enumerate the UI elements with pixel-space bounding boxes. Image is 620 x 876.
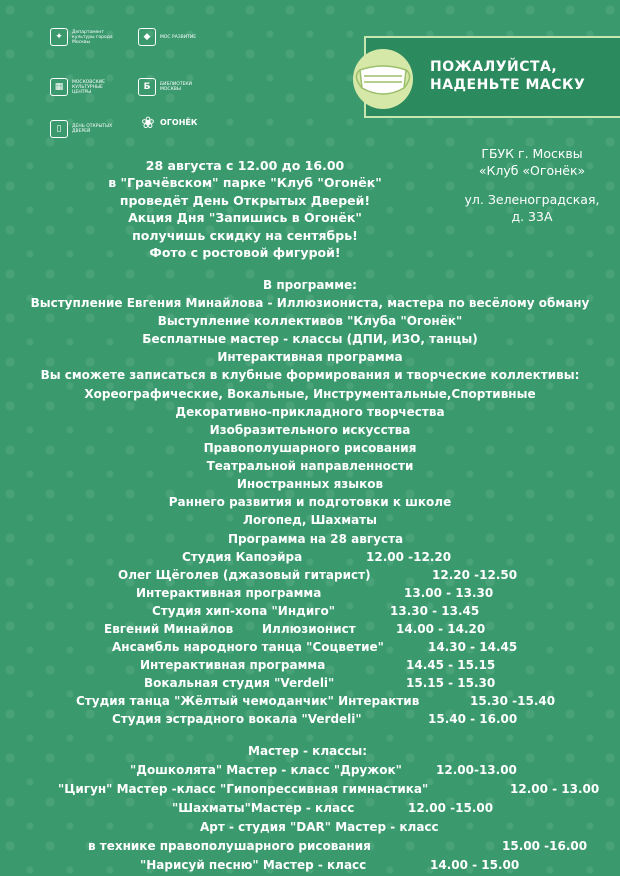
schedule-title-row: [0, 530, 620, 548]
schedule-row: [0, 692, 620, 710]
masterclass-time: 12.00 - 13.00: [510, 782, 600, 796]
schedule-name: Студия Капоэйра: [182, 550, 303, 564]
masterclass-text: "Цигун" Мастер -класс "Гипопрессивная гимнастика": [58, 782, 429, 796]
mask-banner-line1: ПОЖАЛУЙСТА,: [430, 59, 558, 75]
program-item: Раннего развития и подготовки к школе: [168, 495, 452, 510]
logo-libraries: [138, 78, 204, 96]
moscow-coat-of-arms-icon: ✦: [50, 28, 68, 46]
schedule-name: Студия танца "Жёлтый чемоданчик" Интерактив: [76, 694, 420, 708]
masterclass-time: 15.00 -16.00: [502, 839, 588, 853]
organization: [452, 145, 612, 179]
schedule-row: [0, 566, 620, 584]
schedule-time: 15.40 - 16.00: [428, 712, 518, 726]
schedule-row: [0, 710, 620, 728]
schedule-time: 12.00 -12.20: [366, 550, 452, 564]
program-item: Логопед, Шахматы: [243, 513, 377, 528]
event-announcement: [90, 157, 400, 261]
schedule-row: [0, 638, 620, 656]
schedule-name: Студия хип-хопа "Индиго": [152, 604, 335, 618]
program-item: Интерактивная программа: [217, 350, 403, 365]
masterclass-title-row: [0, 742, 620, 761]
program-item: Декоративно-прикладного творчества: [175, 404, 445, 419]
schedule-name: Интерактивная программа: [136, 586, 322, 600]
program-item: Правополушарного рисования: [203, 440, 417, 455]
schedule-row: [0, 656, 620, 674]
masterclass-row: [0, 856, 620, 875]
masterclass-row: [0, 761, 620, 780]
schedule-time: 15.30 -15.40: [470, 694, 556, 708]
logo-label: ДЕНЬ ОТКРЫТЫХ ДВЕРЕЙ: [72, 124, 113, 134]
address-line2: д. 33А: [511, 209, 553, 224]
logo-ogonek: [140, 114, 204, 130]
event-line: проведёт День Открытых Дверей!: [119, 192, 371, 208]
masterclass-text: в технике правополушарного рисования: [88, 839, 371, 853]
program-item: Вы сможете записаться в клубные формирования и творческие коллективы:: [40, 368, 580, 383]
mask-banner-text: [430, 58, 585, 94]
org-line2: «Клуб «Огонёк»: [478, 163, 586, 178]
schedule-name: Олег Щёголев (джазовый гитарист): [118, 568, 371, 582]
address: [452, 191, 612, 225]
schedule-time: 13.00 - 13.30: [404, 586, 494, 600]
masterclass-row: [0, 799, 620, 818]
logo-open-doors: [50, 120, 116, 138]
event-line: Акция Дня "Запишись в Огонёк": [128, 210, 362, 226]
event-line: в "Грачёвском" парке "Клуб "Огонёк": [108, 175, 382, 191]
libraries-icon: Б: [138, 78, 156, 96]
program-item: Выступление Евгения Минайлова - Иллюзиониста, мастера по весёлому обману: [30, 296, 590, 311]
masterclass-text: Арт - студия "DAR" Мастер - класс: [200, 820, 439, 834]
ogonek-flame-icon: ❀: [141, 112, 155, 132]
schedule-extra: Иллюзионист: [262, 622, 356, 636]
program-item: Театральной направленности: [206, 458, 414, 473]
schedule-row: [0, 584, 620, 602]
schedule-time: 14.45 - 15.15: [406, 658, 496, 672]
schedule: [0, 530, 620, 728]
mask-banner-line2: НАДЕНЬТЕ МАСКУ: [430, 77, 586, 93]
logo-mkc: [50, 78, 116, 96]
schedule-row: [0, 548, 620, 566]
logo-label: МОСКОВСКИЕ КУЛЬТУРНЫЕ ЦЕНТРЫ: [72, 79, 105, 95]
org-line1: ГБУК г. Москвы: [481, 146, 583, 161]
schedule-time: 12.20 -12.50: [432, 568, 518, 582]
schedule-name: Евгений Минайлов: [104, 622, 234, 636]
schedule-name: Ансамбль народного танца "Соцветие": [112, 640, 384, 654]
schedule-name: Вокальная студия "Verdeli": [144, 676, 335, 690]
mos-razvitie-icon: ◆: [138, 28, 156, 46]
logo-label: Департамент культуры города Москвы: [72, 29, 113, 45]
masterclass-time: 14.00 - 15.00: [430, 858, 520, 872]
program-list: [0, 276, 620, 529]
logo-label: МОС РАЗВИТИЕ: [160, 34, 197, 40]
logo-culture-department: [50, 28, 116, 46]
event-line: 28 августа с 12.00 до 16.00: [145, 158, 345, 173]
schedule-time: 15.15 - 15.30: [406, 676, 496, 690]
program-item: Изобразительного искусства: [209, 422, 411, 437]
event-line: Фото с ростовой фигурой!: [149, 245, 341, 261]
schedule-time: 14.30 - 14.45: [428, 640, 518, 654]
program-heading: В программе:: [263, 278, 357, 292]
schedule-row: [0, 674, 620, 692]
masterclass-row: [0, 780, 620, 799]
masterclass-row: [0, 837, 620, 856]
schedule-time: 14.00 - 14.20: [396, 622, 486, 636]
logo-label: БИБЛИОТЕКИ МОСКВЫ: [160, 82, 192, 92]
schedule-name: Студия эстрадного вокала "Verdeli": [112, 712, 362, 726]
masterclass-text: "Дошколята" Мастер - класс "Дружок": [130, 763, 402, 777]
schedule-row: [0, 602, 620, 620]
masterclasses: [0, 742, 620, 875]
logo-mos-razvitie: [138, 28, 204, 46]
mask-banner: [364, 36, 620, 118]
masterclass-text: "Нарисуй песню" Мастер - класс: [140, 858, 367, 872]
schedule-row: [0, 620, 620, 638]
address-line1: ул. Зеленоградская,: [464, 192, 600, 207]
masterclass-row: [0, 818, 620, 837]
face-mask-icon: [346, 48, 420, 110]
program-item: Хореографические, Вокальные, Инструментальные,Спортивные: [84, 386, 536, 401]
masterclass-text: "Шахматы"Мастер - класс: [172, 801, 355, 815]
masterclass-time: 12.00-13.00: [436, 763, 517, 777]
logo-label: ОГОНЁК: [160, 117, 198, 127]
program-item: Выступление коллективов "Клуба "Огонёк": [157, 314, 463, 329]
program-item: Бесплатные мастер - классы (ДПИ, ИЗО, танцы): [142, 332, 478, 347]
schedule-time: 13.30 - 13.45: [390, 604, 480, 618]
event-line: получишь скидку на сентябрь!: [132, 227, 358, 243]
mkc-icon: ▦: [50, 78, 68, 96]
schedule-title: Программа на 28 августа: [228, 532, 404, 546]
masterclass-title: Мастер - классы:: [248, 744, 368, 758]
program-item: Иностранных языков: [236, 477, 384, 492]
masterclass-time: 12.00 -15.00: [408, 801, 494, 815]
schedule-name: Интерактивная программа: [140, 658, 326, 672]
open-doors-icon: ▯: [50, 120, 68, 138]
